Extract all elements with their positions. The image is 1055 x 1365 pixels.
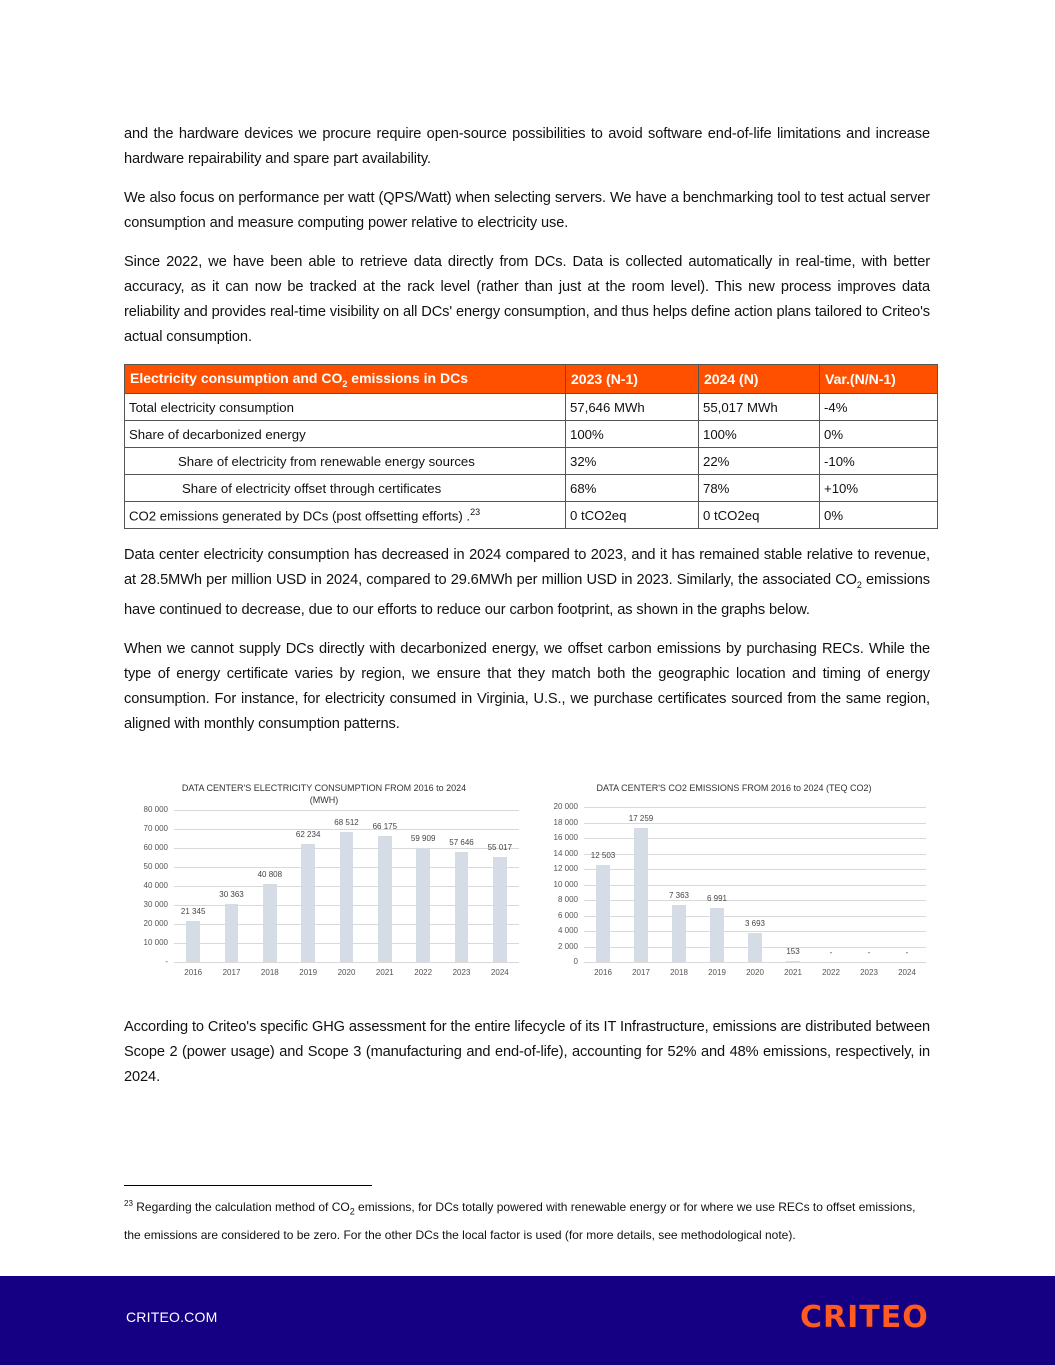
y-tick-label: 50 000 [143,862,168,871]
plot-area [584,807,926,962]
table-header-variation: Var.(N/N-1) [820,365,938,394]
row-value-2024: 78% [699,475,820,502]
data-label: 30 363 [219,890,244,900]
row-value-2024: 55,017 MWh [699,394,820,421]
row-variation: 0% [820,502,938,529]
footnote-separator [124,1185,372,1186]
paragraph-recs: When we cannot supply DCs directly with decarbonized energy, we offset carbon emissions by purchasing RECs. While the type of energy certificate varies by region, we ensure that they match both the geographic location and timing of energy consumption. For instance, for electricity consumed in Virginia, U.S., we purchase certificates sourced from the same region, aligned with monthly consumption patterns. [124,640,930,732]
bar-2023 [455,852,468,962]
row-label: Total electricity consumption [125,394,566,421]
data-label: 55 017 [487,843,513,853]
paragraph-realtime-data: Since 2022, we have been able to retrieve data directly from DCs. Data is collected automatically in real-time, with better accuracy, as it can now be tracked at the rack level (rather than just at the room level). This new process improves data reliability and provides real-time visibility on all DCs' energy consumption, and thus helps define action plans tailored to Criteo's actual consumption. [124,254,930,345]
table-header-metric: Electricity consumption and $CO_2$ emissions in DCs [125,365,566,394]
y-tick-label: 14 000 [553,848,578,858]
chart-title: DATA CENTER'S ELECTRICITY CONSUMPTION FROM 2016 to 2024 (MWH) [181,783,467,805]
y-tick-label: 2 000 [557,941,578,951]
paragraph-hardware: and the hardware devices we procure require open-source possibilities to avoid software end-of-life limitations and increase hardware repairability and spare part availability. [124,126,930,167]
document-body-continued [124,1015,930,1104]
y-tick-label: 80 000 [143,805,168,814]
table-header-2024: 2024 (N) [699,365,820,394]
paragraph-ghg-assessment: According to Criteo's specific GHG assessment for the entire lifecycle of its IT Infrastructure, emissions are distributed between Scope 2 (power usage) and Scope 3 (manufacturing and end-of-life), accounting for 52% and 48% emissions, respectively, in 2024. [124,1019,930,1085]
row-value-2024: 22% [699,448,820,475]
x-tick-label: 2021 [375,968,394,977]
row-value-2023: 68% [566,475,699,502]
gridline [174,829,519,830]
criteo-logo: CRITEO [800,1300,929,1335]
bar-2018 [263,884,276,962]
x-tick-label: 2022 [822,968,840,977]
y-tick-label: 12 000 [553,864,578,873]
y-tick-label: 16 000 [553,833,578,842]
row-value-2023: 32% [566,448,699,475]
row-variation: 0% [820,421,938,448]
footnote-23: $^{23}$ Regarding the calculation method of $CO_2$ emissions, for DCs totally powered with renewable energy or for where we use RECs to offset emissions, the emissions are considered to be zero. For the other DCs the local factor is used (for more details, see methodological note). [124,1199,916,1243]
bar-2021 [378,836,391,962]
data-label: - [829,948,833,957]
row-value-2024: 100% [699,421,820,448]
gridline [174,810,519,811]
bar-2019 [710,908,723,962]
plot-area [174,810,519,962]
table-row [125,448,938,475]
bar-2022 [416,848,429,962]
row-value-2023: 0 tCO2eq [566,502,699,529]
y-tick-label: 70 000 [143,824,168,833]
gridline [174,962,519,963]
data-label: 57 646 [449,838,474,848]
bar-2016 [186,921,199,962]
table-row [125,421,938,448]
data-label: 62 234 [295,829,321,839]
y-tick-label: 20 000 [143,919,168,928]
table-row [125,502,938,529]
row-label: CO2 emissions generated by DCs (post offsetting efforts) .$^{23}$ [125,502,566,529]
x-tick-label: 2021 [784,968,802,977]
electricity-co2-table [124,364,938,529]
y-tick-label: 0 [573,957,578,966]
bar-2018 [672,905,685,962]
data-label: 3 693 [744,919,766,929]
x-tick-label: 2023 [452,968,471,977]
y-tick-label: 10 000 [553,879,578,889]
electricity-consumption-chart [124,776,524,986]
table-header-2023: 2023 (N-1) [566,365,699,394]
x-tick-label: 2018 [260,968,279,977]
data-label: 7 363 [668,890,690,900]
gridline [584,962,926,963]
data-label: - [905,948,909,957]
x-tick-label: 2018 [670,968,688,977]
co2-emissions-chart [534,776,934,986]
table-row [125,394,938,421]
row-label: Share of decarbonized energy [125,421,566,448]
x-tick-label: 2016 [184,968,203,977]
data-label: 17 259 [628,814,654,824]
bar-2024 [493,857,506,962]
row-variation: -10% [820,448,938,475]
data-label: 153 [786,946,800,956]
x-tick-label: 2020 [337,968,356,977]
charts-area [124,776,944,986]
y-tick-label: - [165,957,168,966]
y-tick-label: 4 000 [557,926,578,935]
data-label: - [867,948,871,957]
row-label: Share of electricity offset through certificates [125,475,566,502]
x-tick-label: 2024 [490,968,509,977]
x-tick-label: 2023 [860,968,878,977]
y-tick-label: 20 000 [553,802,578,811]
chart-title: DATA CENTER'S CO2 EMISSIONS FROM 2016 to 2024 (TEQ CO2) [596,783,872,793]
bar-2020 [748,933,761,962]
row-value-2024: 0 tCO2eq [699,502,820,529]
bar-2016 [596,865,609,962]
footnote-ref[interactable]: 23 [470,506,481,517]
y-tick-label: 30 000 [143,900,168,909]
y-tick-label: 18 000 [553,817,578,827]
page-footer [0,1276,1055,1365]
y-tick-label: 8 000 [557,895,578,904]
x-tick-label: 2019 [708,968,726,977]
website-link[interactable]: CRITEO.COM [126,1309,218,1325]
table-row [125,475,938,502]
x-tick-label: 2022 [414,968,433,977]
x-tick-label: 2017 [222,968,241,977]
row-label: Share of electricity from renewable energy sources [125,448,566,475]
x-tick-label: 2019 [299,968,318,977]
gridline [584,807,926,808]
bar-2017 [225,904,238,962]
y-tick-label: 6 000 [557,910,578,920]
x-tick-label: 2024 [898,968,916,977]
data-label: 68 512 [334,817,359,827]
paragraph-performance-per-watt: We also focus on performance per watt (QPS/Watt) when selecting servers. We have a benchmarking tool to test actual server consumption and measure computing power relative to electricity use. [124,190,930,231]
paragraph-consumption-trend: Data center electricity consumption has decreased in 2024 compared to 2023, and it has remained stable relative to revenue, at 28.5MWh per million USD in 2024, compared to 29.6MWh per million USD in 2023. Similarly, the associated $CO_2$ emissions have continued to decrease, due to our efforts to reduce our carbon footprint, as shown in the graphs below. [124,547,931,618]
data-label: 40 808 [257,870,283,880]
data-label: 21 345 [180,907,206,917]
row-value-2023: 57,646 MWh [566,394,699,421]
bar-2021 [786,961,799,962]
document-body [124,122,930,751]
y-tick-label: 10 000 [143,938,168,947]
data-label: 12 503 [590,851,616,861]
bar-2019 [301,844,314,962]
bar-2020 [340,832,353,962]
bar-2017 [634,828,647,962]
x-tick-label: 2017 [632,968,650,977]
y-tick-label: 60 000 [143,843,168,852]
row-variation: -4% [820,394,938,421]
data-label: 66 175 [372,822,398,832]
table-header-row [125,365,938,394]
data-label: 59 909 [410,834,436,844]
row-variation: +10% [820,475,938,502]
x-tick-label: 2016 [594,968,612,977]
y-tick-label: 40 000 [143,881,168,890]
data-label: 6 991 [706,893,728,903]
row-value-2023: 100% [566,421,699,448]
x-tick-label: 2020 [746,968,764,977]
